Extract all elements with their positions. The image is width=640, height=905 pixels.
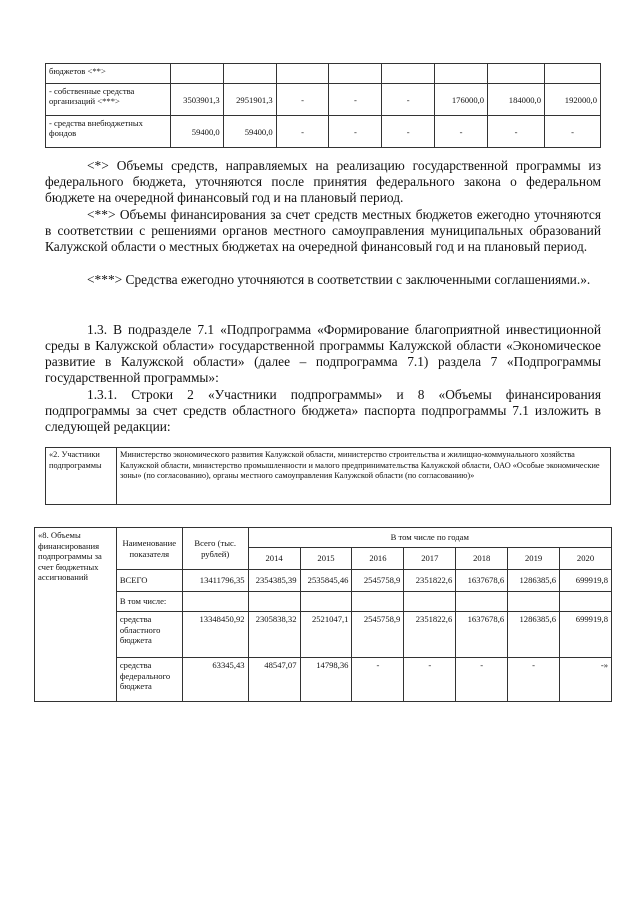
- header-year: 2015: [300, 548, 352, 570]
- header-year: 2018: [456, 548, 508, 570]
- row-label: - собственные средства организаций <***>: [46, 84, 171, 116]
- row-label: бюджетов <**>: [46, 64, 171, 84]
- header-year: 2017: [404, 548, 456, 570]
- section-1-3-paragraph: 1.3. В подразделе 7.1 «Подпрограмма «Формирование благоприятной инвестиционной среды в Калужской области» государственной программы Калужской области «Экономическое развитие в Калужской области» (далее – подпрограмма 7.1) раздела 7 «Подпрограммы государственной программы»:: [45, 322, 601, 385]
- row-label: - средства внебюджетных фондов: [46, 116, 171, 148]
- note-local: <**> Объемы финансирования за счет средств местных бюджетов ежегодно уточняются в соответствии с решениями органов местного самоуправления муниципальных образований Калужской области о местных бюджетах на очередной финансовый год и на плановый период.: [45, 207, 601, 254]
- table-row: средства областного бюджета 13348450,92 2305838,32 2521047,1 2545758,9 2351822,6 1637678,6 1286385,6 699919,8: [35, 612, 612, 658]
- funding-continuation-table: [45, 63, 601, 148]
- row-name: средства областного бюджета: [116, 612, 182, 658]
- table-row: [35, 592, 612, 612]
- row-name: ВСЕГО: [116, 570, 182, 592]
- header-year: 2014: [248, 548, 300, 570]
- table-header-row: [35, 528, 612, 548]
- header-year: 2019: [508, 548, 560, 570]
- participants-value: Министерство экономического развития Калужской области, министерство строительства и жилищно-коммунального хозяйства Калужской области, министерство промышленности и малого предпринимательства Калужской области, ОАО «Особые экономические зоны» (по согласованию), органы местного самоуправления Калужской области (по согласованию)»: [116, 448, 610, 505]
- note-organizations: <***> Средства ежегодно уточняются в соответствии с заключенными соглашениями.».: [87, 272, 591, 287]
- table-row: - собственные средства организаций <***> 3503901,3 2951901,3 - - - 176000,0 184000,0 192000,0: [46, 84, 601, 116]
- row-name: средства федерального бюджета: [116, 658, 182, 702]
- table-row: - средства внебюджетных фондов 59400,0 59400,0 - - - - - -: [46, 116, 601, 148]
- note-federal: <*> Объемы средств, направляемых на реализацию государственной программы из федерального бюджета, уточняются после принятия федерального закона о федеральном бюджете на очередной финансовый год и на плановый период.: [45, 158, 601, 205]
- row-subhead: В том числе:: [116, 592, 182, 612]
- section-1-3-1-paragraph: 1.3.1. Строки 2 «Участники подпрограммы» и 8 «Объемы финансирования подпрограммы за счет средств областного бюджета» паспорта подпрограммы 7.1 изложить в следующей редакции:: [45, 387, 601, 434]
- header-years-group: В том числе по годам: [248, 528, 611, 548]
- participants-label: «2. Участники подпрограммы: [46, 448, 117, 505]
- header-total: Всего (тыс. рублей): [182, 528, 248, 570]
- table-row: [46, 64, 601, 84]
- header-year: 2020: [560, 548, 612, 570]
- table-row: [46, 448, 611, 505]
- table-row: средства федерального бюджета 63345,43 48547,07 14798,36 - - - - -»: [35, 658, 612, 702]
- header-year: 2016: [352, 548, 404, 570]
- table-row: ВСЕГО 13411796,35 2354385,39 2535845,46 2545758,9 2351822,6 1637678,6 1286385,6 699919,8: [35, 570, 612, 592]
- header-indicator: Наименование показателя: [116, 528, 182, 570]
- financing-table: [34, 527, 612, 702]
- financing-row-label: «8. Объемы финансирования подпрограммы за счет бюджетных ассигнований: [35, 528, 117, 702]
- participants-table: [45, 447, 611, 505]
